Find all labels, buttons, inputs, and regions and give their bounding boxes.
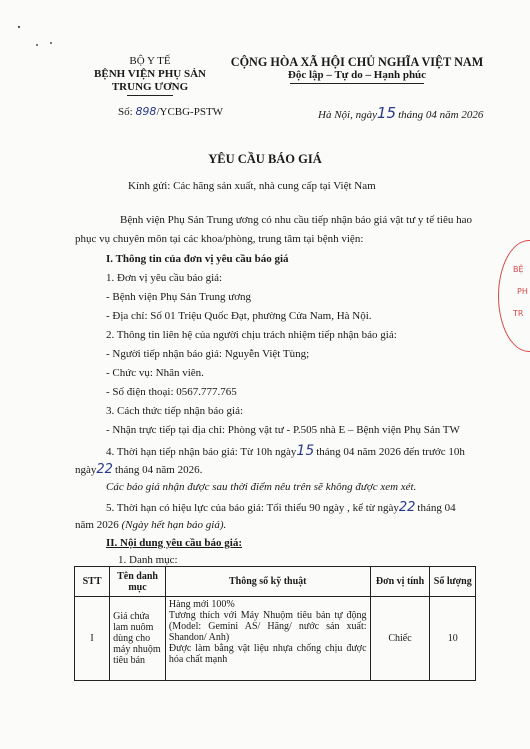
s1-item-2b: - Chức vụ: Nhân viên. [106,367,204,379]
s2-list-item-1: 1. Danh mục: [118,554,178,566]
s1-item-4-part-a: 4. Thời hạn tiếp nhận báo giá: Từ 10h ngày [106,446,297,458]
cell-unit: Chiếc [370,597,430,681]
s1-item-4-part-c: ngày [75,464,97,476]
ministry-name: BỘ Y TẾ [129,55,171,67]
s1-item-2: 2. Thông tin liên hệ của người chịu trách nhiệm tiếp nhận báo giá: [106,329,397,341]
table-header-row [75,567,476,597]
cell-specs [165,597,370,681]
table-row [75,597,476,681]
document-date [318,104,483,122]
hospital-name-line2: TRUNG ƯƠNG [111,81,189,93]
document-title: YÊU CẦU BÁO GIÁ [208,152,322,166]
spec-line-2: Tương thích với Máy Nhuộm tiêu bản tự động (Model: Gemini AS/ Hãng/ nước sản xuất: Shandon/ Anh) [168,610,367,643]
date-day-handwritten: 15 [376,104,397,122]
col-header-stt: STT [75,567,110,597]
s1-item-3: 3. Cách thức tiếp nhận báo giá: [106,405,244,417]
quote-request-table [74,566,476,681]
s1-item-5-hand: 22 [398,500,416,515]
date-suffix: tháng 04 năm 2026 [398,109,484,121]
cell-stt: I [75,597,110,681]
s1-item-4-hand-2: 22 [96,462,113,477]
s1-item-1a: - Bệnh viện Phụ Sản Trung ương [106,291,252,303]
hospital-name-line1: BỆNH VIỆN PHỤ SẢN [94,68,206,80]
s1-item-2a: - Người tiếp nhận báo giá: Nguyễn Việt Tùng; [106,348,310,360]
national-motto: Độc lập – Tự do – Hạnh phúc [287,69,427,81]
section-2-heading [106,537,242,549]
stamp-text-line-3: TR [513,309,524,318]
stamp-text-line-1: BỆ [513,265,524,274]
motto-underline [290,83,424,84]
spec-line-1: Hàng mới 100% [168,599,235,610]
cell-quantity: 10 [430,597,476,681]
section-1-heading: I. Thông tin của đơn vị yêu cầu báo giá [106,253,289,265]
scan-speck [50,42,52,44]
col-header-item-name: Tên danh mục [110,567,166,597]
doc-number-prefix: Số: [118,106,136,118]
s1-item-5-cont [75,519,226,531]
s1-item-4-cont [75,462,202,477]
header-left-underline [127,95,173,96]
s1-item-3a: - Nhận trực tiếp tại địa chỉ: Phòng vật tư - P.505 nhà E – Bệnh viện Phụ Sản TW [106,424,460,436]
hospital-stamp [498,240,530,352]
s1-item-2c: - Số điện thoại: 0567.777.765 [106,386,237,398]
scan-speck [36,44,38,46]
col-header-unit: Đơn vị tính [370,567,430,597]
s1-item-5-part-c: năm 2026 [75,519,122,531]
cell-item-name: Giá chứa lam nuôm dùng cho máy nhuộm tiêu bản [110,597,166,681]
s1-item-4-part-b: tháng 04 năm 2026 đến trước 10h [316,446,465,458]
intro-line-1: Bệnh viện Phụ Sản Trung ương có nhu cầu tiếp nhận báo giá vật tư y tế tiêu hao [120,214,472,226]
s1-item-5-part-a: 5. Thời hạn có hiệu lực của báo giá: Tối thiểu 90 ngày , kể từ ngày [106,502,399,514]
col-header-specs: Thông số kỹ thuật [165,567,370,597]
country-name: CỘNG HÒA XÃ HỘI CHỦ NGHĨA VIỆT NAM [230,55,484,69]
s1-item-5 [106,500,456,515]
s1-item-1b: - Địa chỉ: Số 01 Triệu Quốc Đạt, phường Cửa Nam, Hà Nội. [106,310,372,322]
s1-item-1: 1. Đơn vị yêu cầu báo giá: [106,272,223,284]
stamp-text-line-2: PH [517,287,528,296]
col-header-quantity: Số lượng [430,567,476,597]
recipient-line: Kính gửi: Các hãng sản xuất, nhà cung cấp tại Việt Nam [128,180,376,192]
section-2-heading-text: II. Nội dung yêu cầu báo giá: [106,537,243,549]
s1-item-4-hand-1: 15 [296,443,315,459]
s1-item-4-part-d: tháng 04 năm 2026. [114,464,203,476]
intro-line-2: phục vụ chuyên môn tại các khoa/phòng, trung tâm tại bệnh viện: [75,233,364,245]
s1-item-4 [106,443,465,459]
s1-item-5-part-c-italic: (Ngày hết hạn báo giá). [121,519,227,531]
doc-number-handwritten: 898 [135,105,157,118]
doc-number-suffix: /YCBG-PSTW [156,106,224,118]
scan-speck [18,26,20,28]
s1-item-4-note: Các báo giá nhận được sau thời điểm nêu trên sẽ không được xem xét. [106,481,417,493]
date-prefix: Hà Nội, ngày [318,109,377,121]
s1-item-5-part-b: tháng 04 [417,502,456,514]
spec-line-3: Được làm bằng vật liệu nhựa chống chịu được hóa chất mạnh [168,643,367,665]
document-number [118,105,223,118]
